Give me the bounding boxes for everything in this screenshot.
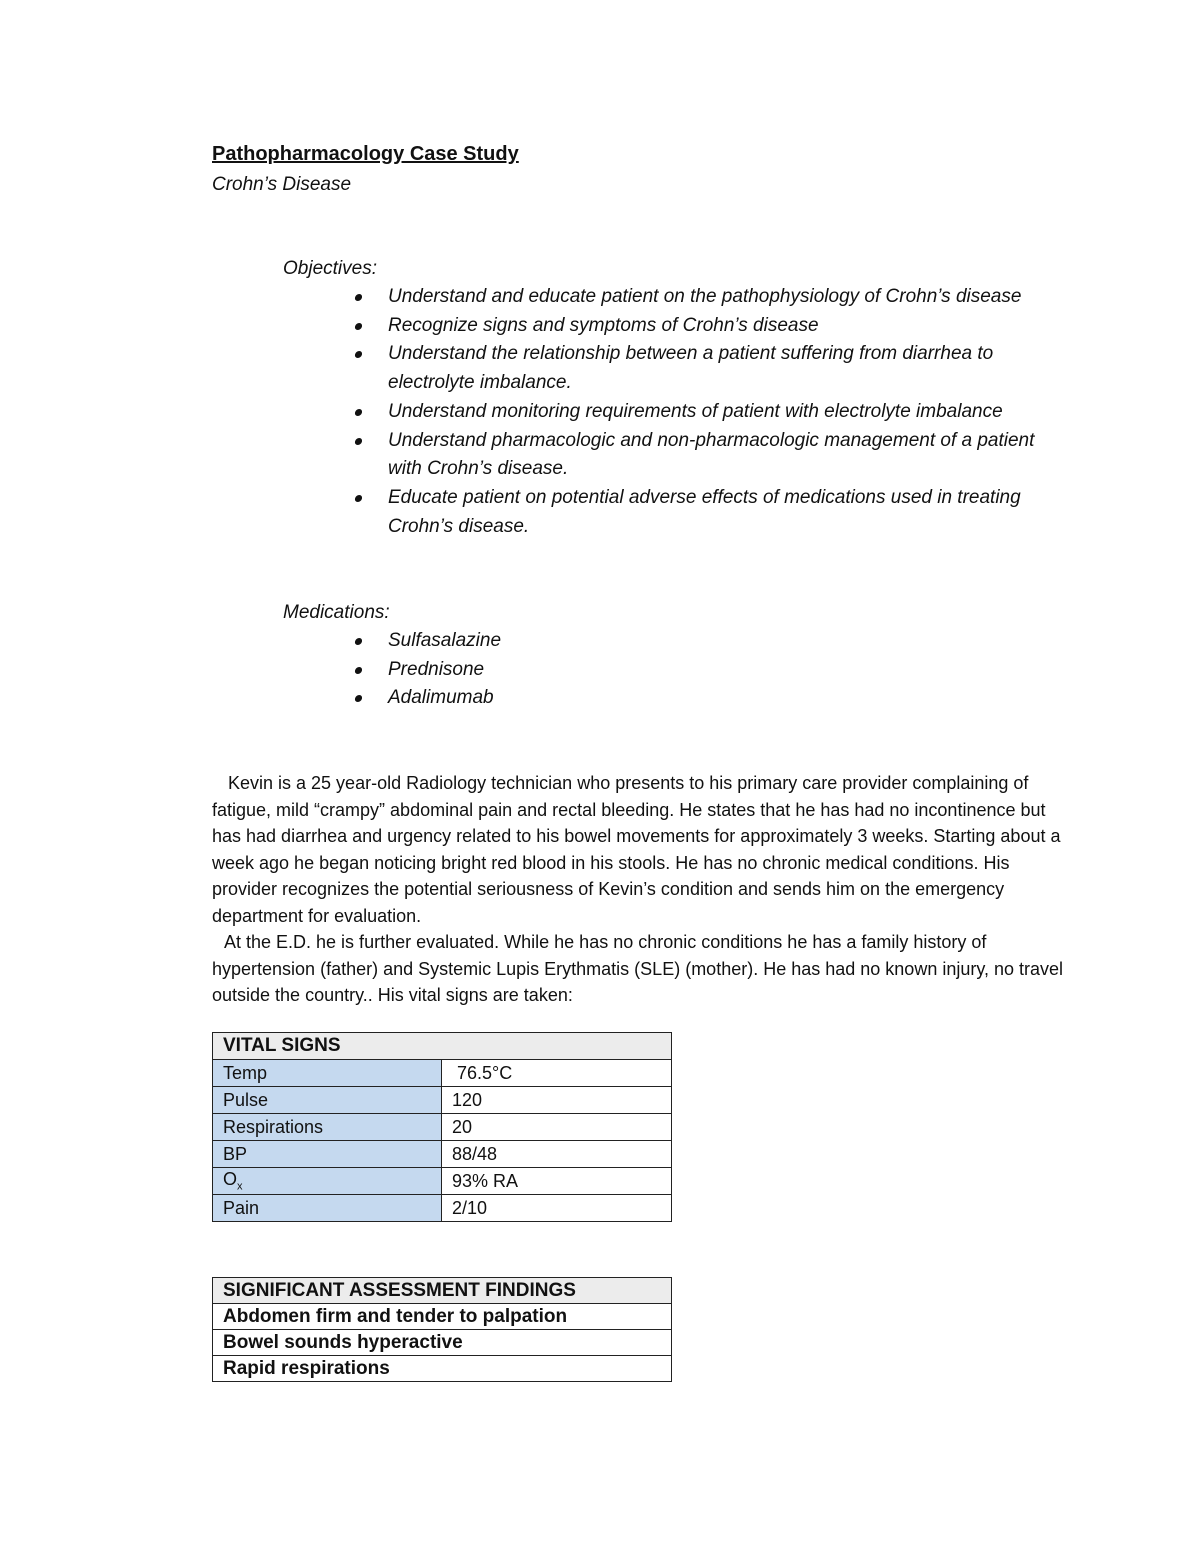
list-item: Understand and educate patient on the pathophysiology of Crohn’s disease [352, 283, 1072, 312]
vital-label: $O_x$ [213, 1168, 442, 1195]
table-header-row [213, 1278, 672, 1304]
table-row [213, 1168, 672, 1195]
vital-value: 93% RA [442, 1168, 672, 1195]
list-item: Sulfasalazine [352, 627, 1072, 656]
bullet-icon [354, 695, 362, 702]
table-row [213, 1060, 672, 1087]
table-row [213, 1330, 672, 1356]
vital-label: Respirations [213, 1114, 442, 1141]
vital-value: 88/48 [442, 1141, 672, 1168]
table-row [213, 1195, 672, 1222]
vital-label: Pulse [213, 1087, 442, 1114]
vital-label: BP [213, 1141, 442, 1168]
vital-signs-header: VITAL SIGNS [213, 1033, 672, 1060]
finding-cell: Abdomen firm and tender to palpation [213, 1304, 672, 1330]
table-row [213, 1141, 672, 1168]
table-row [213, 1356, 672, 1382]
vital-label: Pain [213, 1195, 442, 1222]
bullet-icon [354, 294, 362, 301]
assessment-findings-table [212, 1277, 672, 1382]
list-item: Recognize signs and symptoms of Crohn’s disease [352, 312, 1072, 341]
vital-value: 20 [442, 1114, 672, 1141]
table-row [213, 1304, 672, 1330]
vital-label: Temp [213, 1060, 442, 1087]
medications-label: Medications: [283, 602, 390, 623]
finding-cell: Bowel sounds hyperactive [213, 1330, 672, 1356]
bullet-icon [354, 438, 362, 445]
vital-value: 76.5°C [442, 1060, 672, 1087]
findings-header: SIGNIFICANT ASSESSMENT FINDINGS [213, 1278, 672, 1304]
table-header-row [213, 1033, 672, 1060]
narrative-paragraph: At the E.D. he is further evaluated. While he has no chronic conditions he has a family history of hypertension (father) and Systemic Lupis Erythmatis (SLE) (mother). He has had no known injury, no travel outside the country.. His vital signs are taken: [212, 932, 1064, 1005]
medications-list [352, 627, 1072, 713]
list-item: Understand pharmacologic and non-pharmacologic management of a patient with Crohn’s disease. [352, 427, 1072, 484]
list-item: Adalimumab [352, 684, 1072, 713]
list-item: Understand monitoring requirements of patient with electrolyte imbalance [352, 398, 1072, 427]
table-row [213, 1087, 672, 1114]
bullet-icon [354, 667, 362, 674]
table-row [213, 1114, 672, 1141]
vital-value: 2/10 [442, 1195, 672, 1222]
vital-value: 120 [442, 1087, 672, 1114]
page-title: Pathopharmacology Case Study [212, 143, 519, 165]
bullet-icon [354, 638, 362, 645]
page-subtitle: Crohn’s Disease [212, 174, 352, 195]
objectives-list [352, 283, 1072, 541]
objectives-label: Objectives: [283, 258, 377, 279]
vital-signs-table [212, 1032, 672, 1222]
list-item: Educate patient on potential adverse effects of medications used in treating Crohn’s disease. [352, 484, 1072, 541]
bullet-icon [354, 495, 362, 502]
list-item: Prednisone [352, 656, 1072, 685]
case-narrative [212, 770, 1072, 1009]
bullet-icon [354, 323, 362, 330]
narrative-paragraph: Kevin is a 25 year-old Radiology technician who presents to his primary care provider complaining of fatigue, mild “crampy” abdominal pain and rectal bleeding. He states that he has had no incontinence but has had diarrhea and urgency related to his bowel movements for approximately 3 weeks. Starting about a week ago he began noticing bright red blood in his stools. He has no chronic medical conditions. His provider recognizes the potential seriousness of Kevin’s condition and sends him on the emergency department for evaluation. [212, 773, 1061, 926]
finding-cell: Rapid respirations [213, 1356, 672, 1382]
bullet-icon [354, 409, 362, 416]
list-item: Understand the relationship between a patient suffering from diarrhea to electrolyte imbalance. [352, 340, 1072, 397]
bullet-icon [354, 351, 362, 358]
